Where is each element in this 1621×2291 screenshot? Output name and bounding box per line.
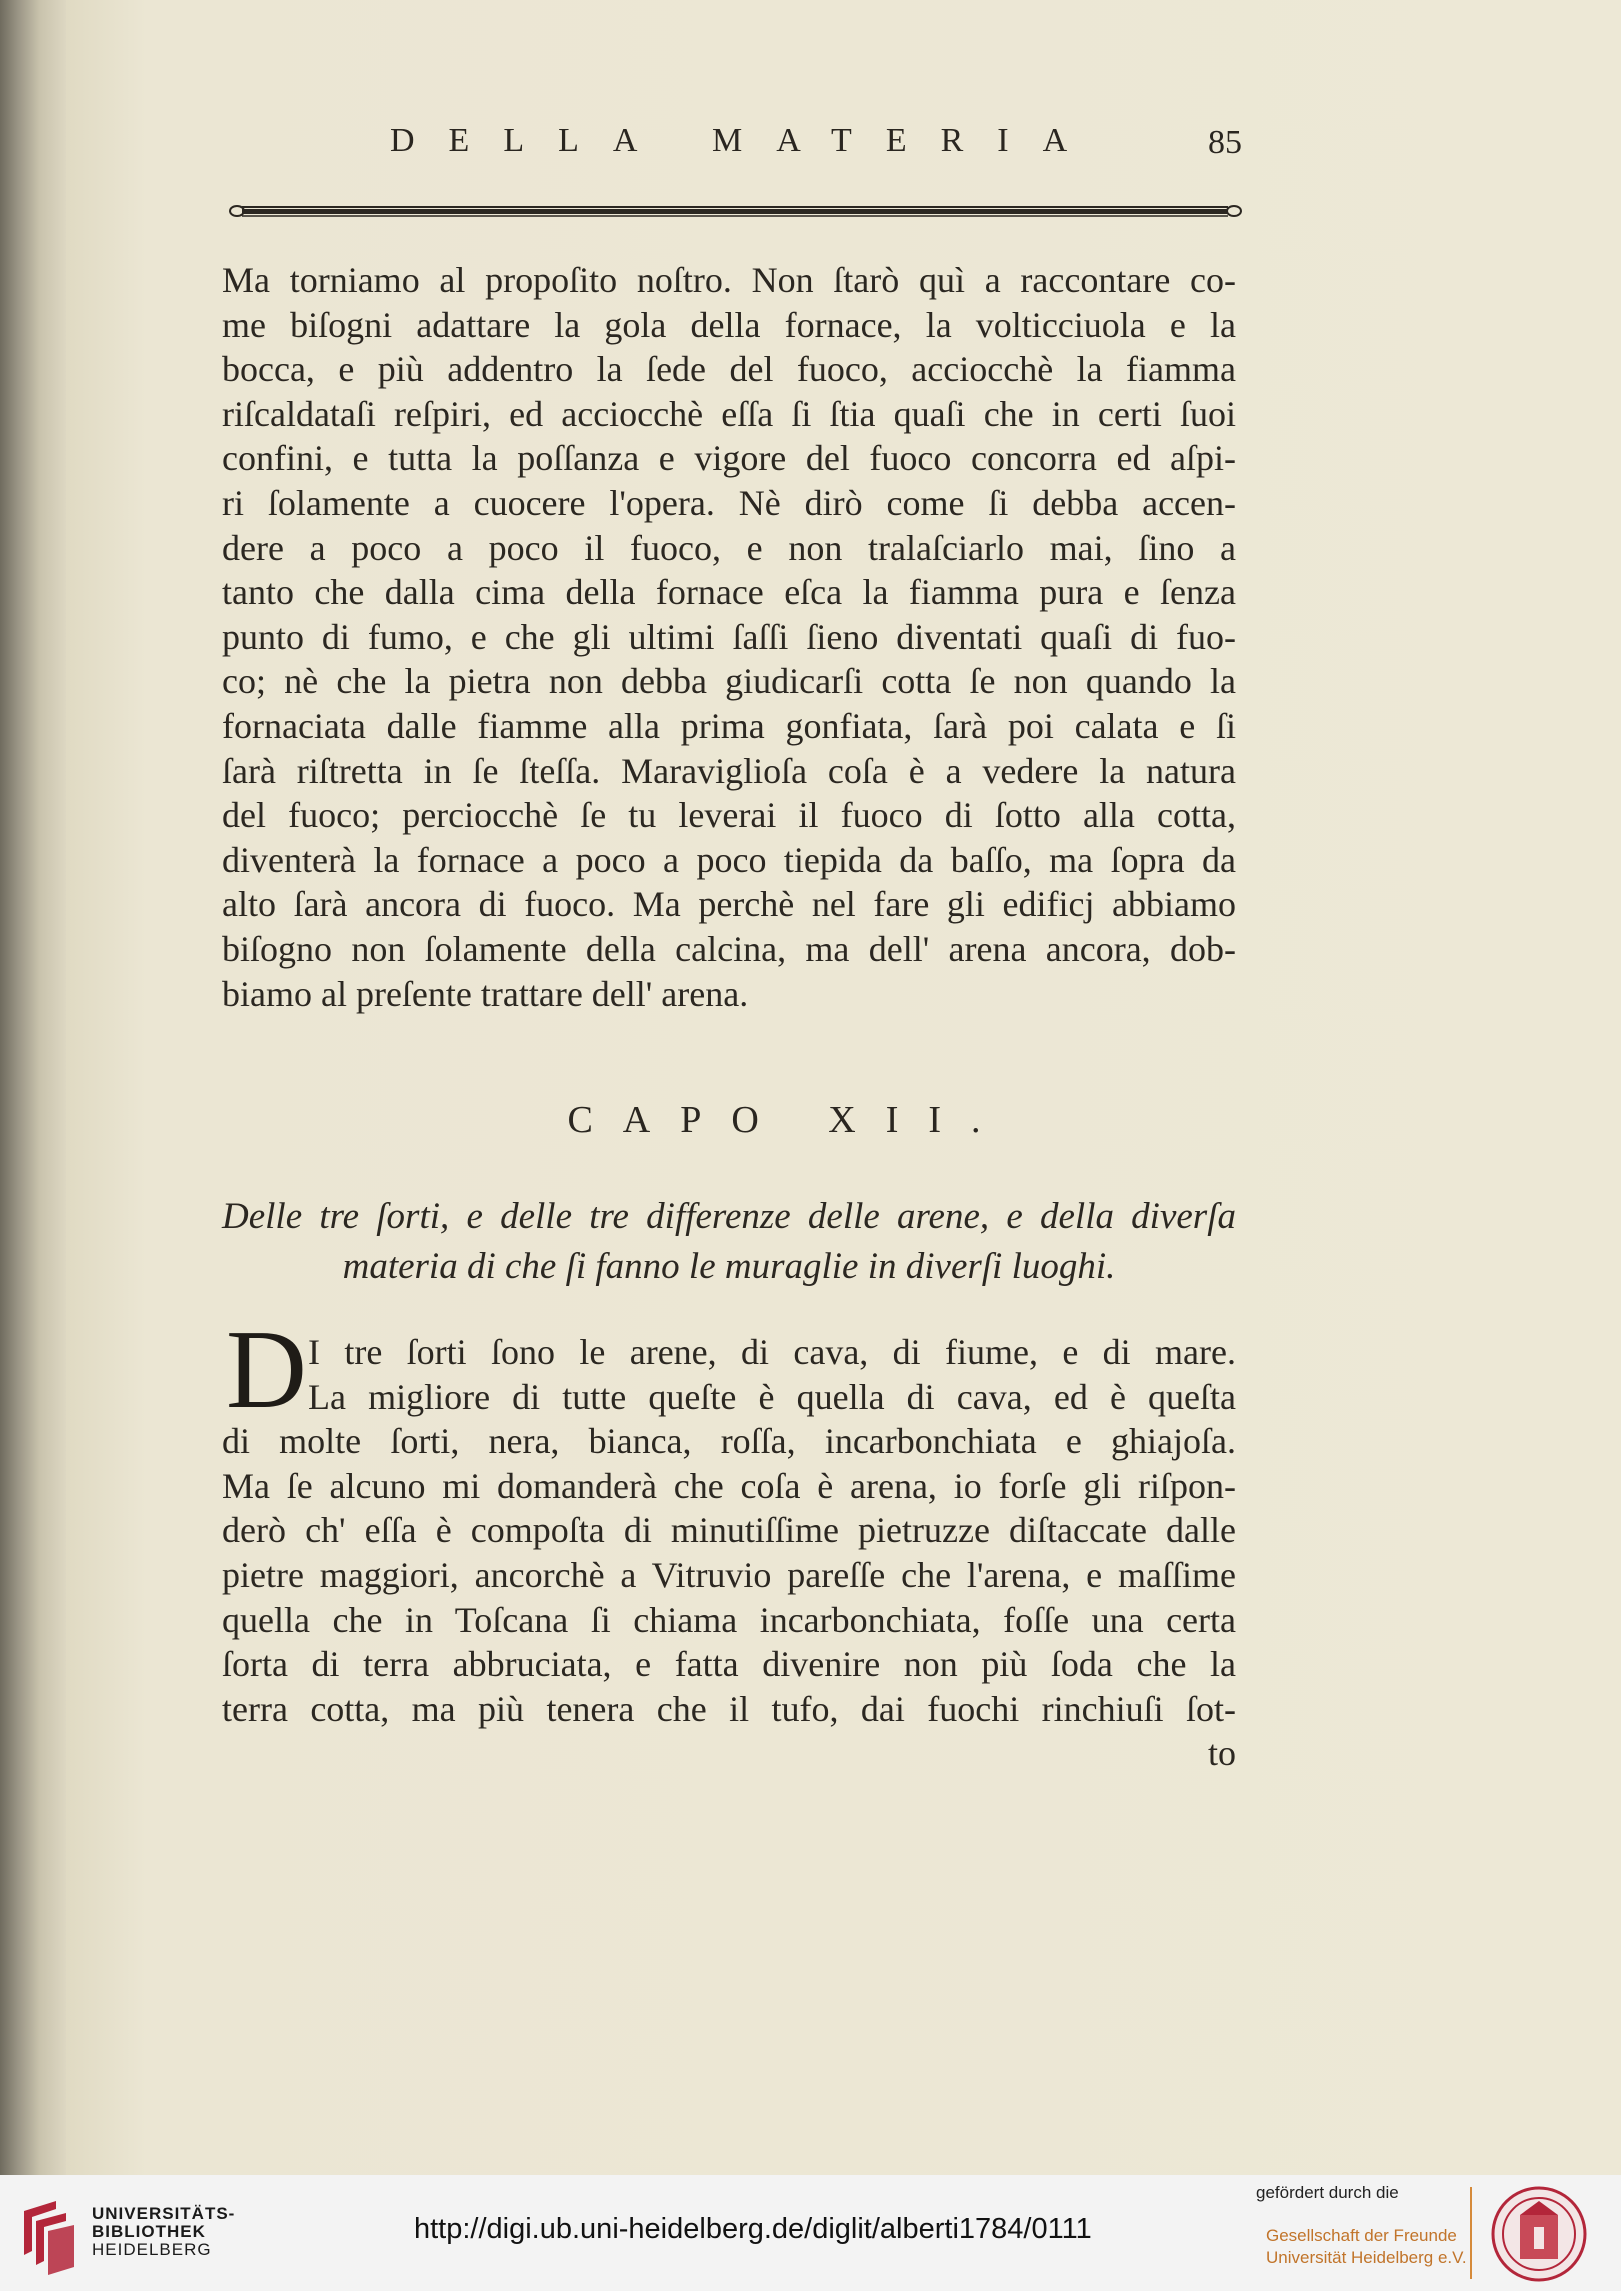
text-line: confini, e tutta la poſſanza e vigore del fuoco concorra ed aſpi- — [222, 438, 1236, 479]
book-spine — [0, 0, 66, 2175]
ornamental-rule — [228, 198, 1244, 222]
text-line: di molte ſorti, nera, bianca, roſſa, incarbonchiata e ghiajoſa. — [222, 1421, 1236, 1462]
sponsor-name-line: Gesellschaft der Freunde — [1266, 2226, 1457, 2245]
library-name-line: HEIDELBERG — [92, 2240, 212, 2259]
catchword: to — [1207, 1733, 1236, 1774]
sponsor-name-line: Universität Heidelberg e.V. — [1266, 2248, 1467, 2267]
text-line: Ma ſe alcuno mi domanderà che coſa è arena, io forſe gli riſpon- — [222, 1465, 1236, 1506]
permalink-url[interactable]: http://digi.ub.uni-heidelberg.de/diglit/alberti1784/0111 — [414, 2213, 1092, 2245]
library-name[interactable] — [92, 2205, 235, 2259]
text-line: ſarà riſtretta in ſe ſteſſa. Maraviglioſa coſa è a vedere la natura — [222, 750, 1236, 791]
subtitle-line: materia di che ſi fanno le muraglie in diverſi luoghi. — [342, 1246, 1116, 1287]
library-name-line: UNIVERSITÄTS- — [92, 2204, 236, 2223]
text-line: diventerà la fornace a poco a poco tiepida da baſſo, ma ſopra da — [222, 839, 1236, 880]
subtitle-line: Delle tre ſorti, e delle tre differenze delle arene, e della diverſa — [222, 1196, 1236, 1237]
text-line: punto di fumo, e che gli ultimi ſaſſi ſieno diventati quaſi di fuo- — [222, 616, 1236, 657]
text-line: bocca, e più addentro la ſede del fuoco, acciocchè la fiamma — [222, 349, 1236, 390]
text-line: terra cotta, ma più tenera che il tufo, dai fuochi rinchiuſi ſot- — [222, 1688, 1236, 1729]
library-name-line: BIBLIOTHEK — [92, 2222, 206, 2241]
sponsor-name[interactable] — [1266, 2225, 1467, 2269]
text-line: tanto che dalla cima della fornace eſca la fiamma pura e ſenza — [222, 572, 1236, 613]
text-line: me biſogni adattare la gola della fornace, la volticciuola e la — [222, 304, 1236, 345]
sponsor-label: gefördert durch die — [1256, 2183, 1399, 2202]
running-title: DELLA MATERIA — [390, 122, 1102, 159]
text-line: co; nè che la pietra non debba giudicarſi cotta ſe non quando la — [222, 661, 1236, 702]
text-line: del fuoco; perciocchè ſe tu leverai il fuoco di ſotto alla cotta, — [222, 795, 1236, 836]
paragraph-2 — [222, 1330, 1236, 1776]
footer-bar — [0, 2175, 1621, 2291]
university-seal-icon[interactable] — [1490, 2185, 1588, 2283]
text-line: I tre ſorti ſono le arene, di cava, di fiume, e di mare. — [308, 1332, 1236, 1372]
chapter-subtitle — [222, 1192, 1236, 1292]
text-line: riſcaldataſi reſpiri, ed acciocchè eſſa ſi ſtia quaſi che in certi ſuoi — [222, 393, 1236, 434]
text-line: Ma torniamo al propoſito noſtro. Non ſtarò quì a raccontare co- — [222, 260, 1236, 300]
text-line: derò ch' eſſa è compoſta di minutiſſime pietruzze diſtaccate dalle — [222, 1510, 1236, 1551]
page-number: 85 — [1208, 124, 1242, 161]
text-line: biſogno non ſolamente della calcina, ma dell' arena ancora, dob- — [222, 928, 1236, 969]
drop-cap: D — [226, 1308, 307, 1432]
text-line: ſorta di terra abbruciata, e fatta divenire non più ſoda che la — [222, 1644, 1236, 1685]
text-line: dere a poco a poco il fuoco, e non tralaſciarlo mai, ſino a — [222, 527, 1236, 568]
text-line: quella che in Toſcana ſi chiama incarbonchiata, foſſe una certa — [222, 1599, 1236, 1640]
chapter-heading: CAPO XII. — [567, 1099, 1011, 1141]
text-line: alto ſarà ancora di fuoco. Ma perchè nel fare gli edificj abbiamo — [222, 884, 1236, 925]
university-library-logo-icon[interactable] — [16, 2191, 76, 2277]
text-line: pietre maggiori, ancorchè a Vitruvio pareſſe che l'arena, e maſſime — [222, 1554, 1236, 1595]
text-line: fornaciata dalle fiamme alla prima gonfiata, ſarà poi calata e ſi — [222, 705, 1236, 746]
sponsor-divider — [1470, 2187, 1472, 2279]
text-line: La migliore di tutte queſte è quella di cava, ed è queſta — [308, 1376, 1236, 1417]
paragraph-1 — [222, 258, 1236, 1016]
text-line: biamo al preſente trattare dell' arena. — [222, 973, 749, 1014]
text-line: ri ſolamente a cuocere l'opera. Nè dirò come ſi debba accen- — [222, 482, 1236, 523]
